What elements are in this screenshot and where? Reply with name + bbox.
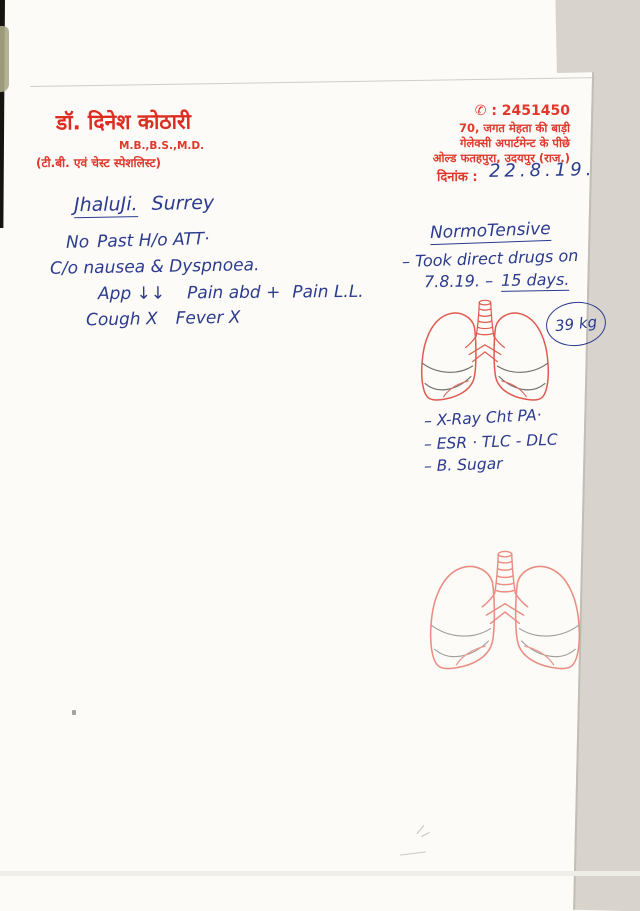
paper-top-edge (30, 77, 596, 87)
address-line-2: गेलेक्सी अपार्टमेन्ट के पीछे (459, 136, 570, 150)
history-note (66, 229, 210, 253)
address-line-3: ओल्ड फतहपुरा, उदयपुर (राज.) (432, 151, 570, 165)
appetite-note: App ↓↓ (97, 283, 166, 305)
paper-bottom-edge (0, 871, 640, 876)
symptoms-note (98, 282, 364, 304)
lungs-diagram-icon (419, 294, 551, 408)
patient-name-line (74, 192, 215, 216)
bp-status-text: NormoTensive (429, 218, 551, 244)
pencil-mark (421, 832, 429, 837)
test-item-esr: – ESR · TLC - DLC (423, 430, 558, 454)
doctor-name: डॉ. दिनेश कोठारी (55, 109, 192, 135)
tape-mark (0, 26, 9, 92)
medication-date: 7.8.19. – (423, 271, 494, 292)
bp-status-note (430, 219, 551, 243)
pencil-mark (400, 851, 426, 855)
test-item-sugar: – B. Sugar (423, 454, 503, 476)
fever-note: Fever X (175, 307, 241, 329)
scanner-background-strip (573, 0, 640, 911)
ink-speck (72, 710, 76, 715)
doctor-speciality: (टी.बी. एवं चेस्ट स्पेशलिस्ट) (36, 156, 161, 170)
pain-ll-note: Pain L.L. (292, 281, 364, 303)
pencil-mark (417, 825, 425, 834)
medication-duration: 15 days. (500, 269, 570, 290)
address-line-1: 70, जगत मेहता की बाड़ी (459, 121, 570, 135)
pain-abd-note: Pain abd + (187, 282, 281, 304)
history-prefix: No (65, 232, 90, 253)
cough-fever-note (86, 308, 241, 331)
date-label: दिनांक : (437, 170, 478, 185)
date-value: 22.8.19. (488, 159, 596, 182)
medication-note-line1: – Took direct drugs on (401, 245, 579, 272)
doctor-degrees: M.B.,B.S.,M.D. (119, 140, 205, 152)
phone-number: ✆ : 2451450 (474, 103, 570, 119)
scanner-background-corner (555, 0, 640, 73)
weight-value: 39 kg (554, 312, 598, 336)
lungs-diagram-icon (427, 550, 583, 672)
complaint-note: C/o nausea & Dyspnoea. (49, 255, 260, 279)
test-item-xray: – X-Ray Cht PA· (423, 405, 542, 431)
history-rest: Past H/o ATT· (96, 229, 210, 253)
cough-note: Cough X (85, 309, 158, 331)
patient-detail: Surrey (151, 191, 215, 215)
patient-name: JhaluJi. (73, 193, 138, 217)
medication-note-line2 (424, 270, 570, 292)
